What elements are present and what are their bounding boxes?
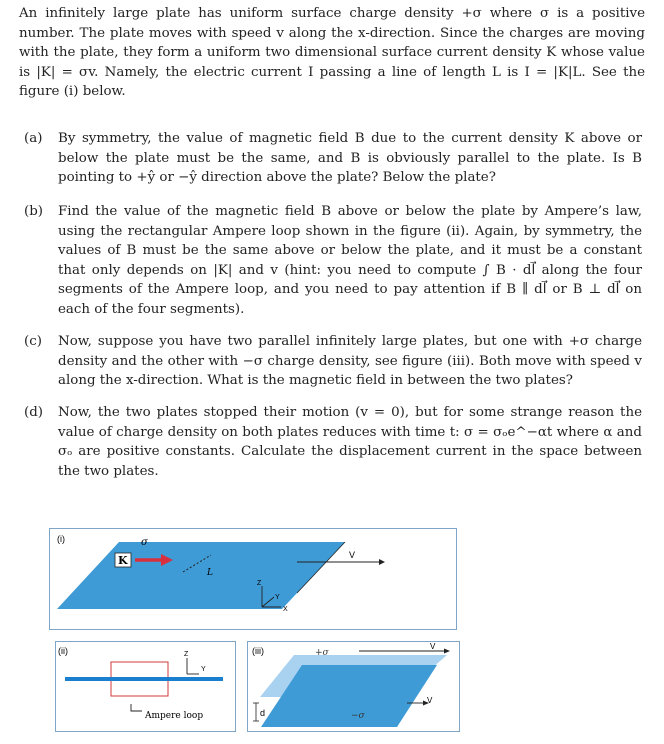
question-b (24, 202, 642, 320)
question-d-text: Now, the two plates stopped their motion (v = 0), but for some strange reason the value of charge density on both plates reduces with time t: σ = σₒe^−αt where α and σₒ are positive constants. Calculate the displacement current in the space between the two plates. (58, 405, 642, 479)
figure-iii-label: (iii) (252, 646, 264, 656)
velocity-label-i: V (349, 550, 356, 560)
sigma-label-i: σ (141, 537, 148, 548)
figure-ii-label: (ii) (58, 646, 68, 656)
ampere-loop-caption: Ampere loop (145, 711, 204, 721)
figure-iii (247, 641, 460, 732)
question-a-text: By symmetry, the value of magnetic field B due to the current density K above or below the plate must be the same, and B is obviously parallel to the plate. Is B pointing to +ŷ or −ŷ direction above the plate? Below the plate? (58, 131, 642, 186)
question-c-label: (c) (24, 334, 42, 349)
velocity-label-top: V (430, 642, 436, 651)
question-a (24, 129, 642, 188)
y-label-i: Y (275, 594, 280, 601)
intro-paragraph: An infinitely large plate has uniform surface charge density +σ where σ is a positive number. The plate moves with speed v along the x-direction. Since the charges are moving with the plate, they form a uniform two dimensional surface current density K whose value is |K| = σv. Namely, the electric current I passing a line of length L is I = |K|L. See the figure (i) below. (19, 6, 645, 100)
velocity-label-bottom: V (427, 696, 433, 705)
question-d-label: (d) (24, 405, 44, 420)
separation-label: d (260, 708, 266, 718)
question-d (24, 403, 642, 481)
z-label-i: Z (257, 580, 262, 587)
plus-sigma-label: +σ (315, 648, 329, 658)
minus-sigma-label: −σ (351, 711, 365, 721)
y-label-ii: Y (201, 666, 206, 673)
length-label: L (207, 568, 213, 578)
k-label: K (118, 554, 128, 567)
figure-ii (55, 641, 236, 732)
question-c (24, 332, 642, 391)
question-a-label: (a) (24, 131, 43, 146)
question-b-label: (b) (24, 204, 44, 219)
figure-i-label: (i) (57, 534, 65, 544)
z-label-ii: Z (184, 651, 189, 658)
question-c-text: Now, suppose you have two parallel infinitely large plates, but one with +σ charge density and the other with −σ charge density, see figure (iii). Both move with speed v along the x-direction. What is the magnetic field in between the two plates? (58, 334, 642, 389)
figure-i (49, 528, 457, 630)
x-label-i: X (283, 606, 288, 613)
question-b-text: Find the value of the magnetic field B above or below the plate by Ampere’s law, using the rectangular Ampere loop shown in the figure (ii). Again, by symmetry, the values of B must be the same above or below the plate, and it must be a constant that only depends on |K| and v (hint: you need to compute ∫ B · dl⃗ along the four segments of the Ampere loop, and you need to pay attention if B ∥ dl⃗ or B ⊥ dl⃗ on each of the four segments). (58, 204, 642, 317)
